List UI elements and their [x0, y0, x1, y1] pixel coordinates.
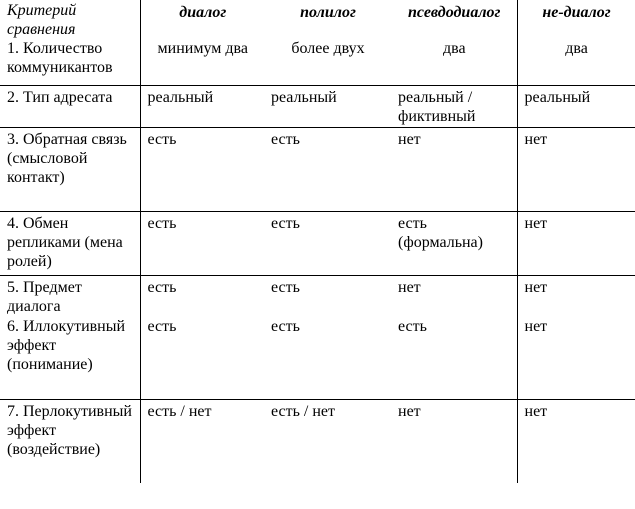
table-row [0, 211, 635, 275]
cell-pseudodialog: нет [391, 275, 517, 317]
table-row [0, 275, 635, 317]
cell-pseudodialog: реальный / фиктивный [391, 85, 517, 127]
cell-non-dialog: нет [517, 399, 635, 483]
header-criterion [0, 0, 140, 39]
cell-non-dialog: нет [517, 317, 635, 399]
cell-non-dialog: нет [517, 275, 635, 317]
cell-non-dialog: реальный [517, 85, 635, 127]
cell-pseudodialog: два [391, 39, 517, 85]
cell-polylog: более двух [264, 39, 391, 85]
cell-non-dialog: нет [517, 211, 635, 275]
header-pseudodialog: псевдодиалог [391, 0, 517, 39]
cell-dialog: минимум два [140, 39, 264, 85]
cell-polylog: реальный [264, 85, 391, 127]
cell-polylog: есть / нет [271, 402, 335, 420]
cell-non-dialog: два [517, 39, 635, 85]
table-row [0, 399, 635, 483]
cell-pseudodialog: есть (формальна) [391, 211, 517, 275]
cell-polylog: есть [264, 127, 391, 211]
row-label: 6. Иллокутивный эффект (понимание) [0, 317, 140, 399]
row-label: 1. Количество коммуникантов [0, 39, 140, 85]
cell-dialog: есть [140, 317, 264, 399]
header-polylog: полилог [300, 4, 356, 21]
cell-polylog: есть [264, 317, 391, 399]
cell-dialog: есть [140, 127, 264, 211]
row-label: 5. Предмет диалога [0, 275, 140, 317]
cell-pseudodialog: нет [391, 399, 517, 483]
row-label: 2. Тип адресата [0, 85, 140, 127]
cell-pseudodialog: есть [391, 317, 517, 399]
cell-dialog: есть [140, 211, 264, 275]
cell-dialog: есть [147, 278, 177, 296]
cell-polylog: есть [264, 211, 391, 275]
table-row [0, 39, 635, 85]
cell-non-dialog: нет [517, 127, 635, 211]
header-dialog: диалог [179, 4, 227, 21]
row-label: 7. Перлокутивный эффект (воздействие) [0, 399, 140, 483]
table-row [0, 127, 635, 211]
table-row [0, 85, 635, 127]
table-row [0, 317, 635, 399]
cell-dialog: есть / нет [147, 402, 212, 420]
row-label: 3. Обратная связь (смысловой контакт) [0, 127, 140, 211]
cell-dialog: реальный [140, 85, 264, 127]
cell-pseudodialog: нет [391, 127, 517, 211]
table-header-row [0, 0, 635, 39]
header-non-dialog: не-диалог [517, 0, 635, 39]
header-criterion-label: Критерий сравнения [7, 2, 77, 38]
row-label: 4. Обмен репликами (мена ролей) [0, 211, 140, 275]
cell-polylog: есть [271, 278, 300, 296]
